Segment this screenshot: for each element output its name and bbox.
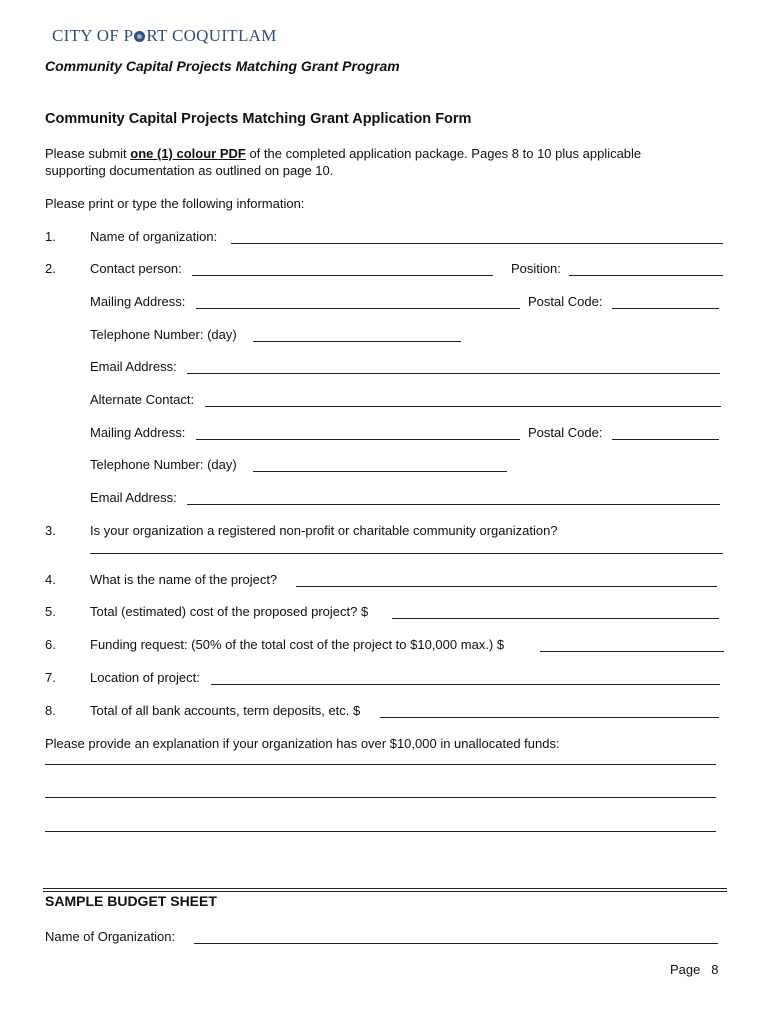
- item-number: 6.: [45, 637, 56, 652]
- item-number: 7.: [45, 670, 56, 685]
- section-divider-thick: [43, 891, 727, 892]
- funding-request-question: Funding request: (50% of the total cost of the project to $10,000 max.) $: [90, 637, 505, 652]
- intro-emphasis: one (1) colour PDF: [130, 146, 246, 161]
- postal-code-label: Postal Code:: [528, 294, 603, 309]
- telephone-label: Telephone Number: (day): [90, 327, 237, 342]
- telephone-2-label: Telephone Number: (day): [90, 457, 237, 472]
- unallocated-explanation-line-2[interactable]: [45, 797, 716, 798]
- email-label: Email Address:: [90, 359, 177, 374]
- instruction-text: Please print or type the following information:: [45, 196, 305, 211]
- contact-person-field[interactable]: [192, 275, 493, 276]
- total-cost-question: Total (estimated) cost of the proposed project? $: [90, 604, 369, 619]
- section-divider-thin: [43, 888, 727, 889]
- mailing-address-label: Mailing Address:: [90, 294, 186, 309]
- org-name-label: Name of organization:: [90, 229, 218, 244]
- postal-code-2-label: Postal Code:: [528, 425, 603, 440]
- item-number: 8.: [45, 703, 56, 718]
- intro-text-end: of the completed application package. Pages 8 to 10 plus applicable: [245, 146, 642, 161]
- mailing-address-2-field[interactable]: [196, 439, 520, 440]
- item-number: 1.: [45, 229, 56, 244]
- project-name-question: What is the name of the project?: [90, 572, 278, 587]
- budget-org-name-label: Name of Organization:: [45, 929, 176, 944]
- page-number-value: 8: [711, 962, 719, 977]
- org-name-field[interactable]: [231, 243, 723, 244]
- nonprofit-question: Is your organization a registered non-profit or charitable community organization?: [90, 523, 558, 538]
- position-label: Position:: [511, 261, 561, 276]
- item-number: 5.: [45, 604, 56, 619]
- intro-text-start: Please submit: [45, 146, 131, 161]
- bank-total-field[interactable]: [380, 717, 719, 718]
- program-title: Community Capital Projects Matching Grant Program: [45, 58, 400, 74]
- item-number: 3.: [45, 523, 56, 538]
- item-number: 2.: [45, 261, 56, 276]
- page-label: Page: [670, 962, 701, 977]
- unallocated-explanation-line-3[interactable]: [45, 831, 716, 832]
- project-name-field[interactable]: [296, 586, 717, 587]
- nonprofit-answer-field[interactable]: [90, 553, 723, 554]
- unallocated-explanation-line-1[interactable]: [45, 764, 716, 765]
- logo-text-end: RT COQUITLAM: [146, 26, 277, 45]
- logo-text-start: CITY OF P: [52, 26, 134, 45]
- bank-total-question: Total of all bank accounts, term deposits, etc. $: [90, 703, 361, 718]
- intro-line-2: supporting documentation as outlined on page 10.: [45, 163, 334, 178]
- city-logo: [52, 26, 277, 46]
- email-field[interactable]: [187, 373, 720, 374]
- alternate-contact-field[interactable]: [205, 406, 721, 407]
- funding-request-field[interactable]: [540, 651, 724, 652]
- mailing-address-field[interactable]: [196, 308, 520, 309]
- email-2-field[interactable]: [187, 504, 720, 505]
- postal-code-field[interactable]: [612, 308, 719, 309]
- unallocated-funds-prompt: Please provide an explanation if your organization has over $10,000 in unallocated funds:: [45, 736, 560, 751]
- budget-org-name-field[interactable]: [194, 943, 718, 944]
- contact-person-label: Contact person:: [90, 261, 182, 276]
- location-question: Location of project:: [90, 670, 200, 685]
- total-cost-field[interactable]: [392, 618, 719, 619]
- logo-globe-icon: [134, 31, 145, 42]
- telephone-2-field[interactable]: [253, 471, 507, 472]
- page-number: [670, 962, 718, 977]
- telephone-field[interactable]: [253, 341, 461, 342]
- form-title: Community Capital Projects Matching Grant Application Form: [45, 111, 472, 127]
- position-field[interactable]: [569, 275, 723, 276]
- location-field[interactable]: [211, 684, 720, 685]
- item-number: 4.: [45, 572, 56, 587]
- postal-code-2-field[interactable]: [612, 439, 719, 440]
- email-2-label: Email Address:: [90, 490, 177, 505]
- intro-paragraph: [45, 146, 641, 161]
- budget-sheet-title: SAMPLE BUDGET SHEET: [45, 893, 217, 909]
- alternate-contact-label: Alternate Contact:: [90, 392, 195, 407]
- mailing-address-2-label: Mailing Address:: [90, 425, 186, 440]
